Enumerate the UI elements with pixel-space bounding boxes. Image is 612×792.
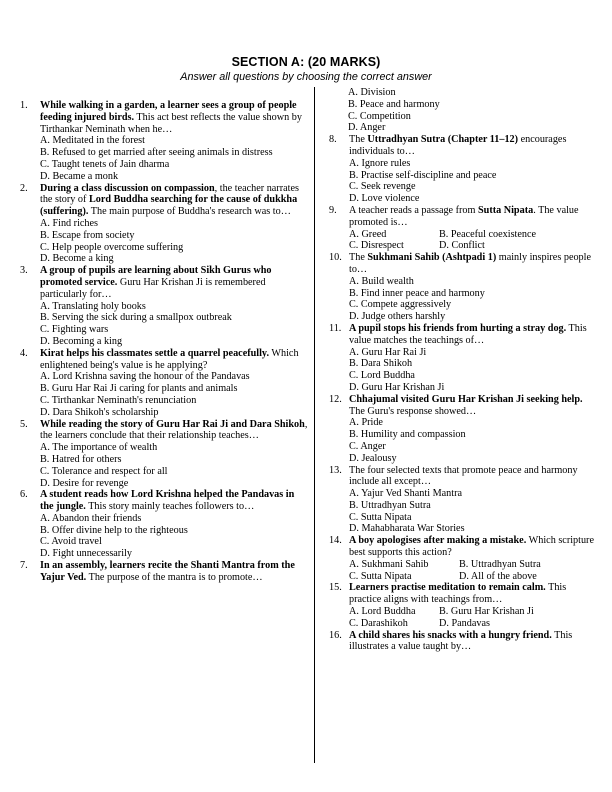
option-b[interactable]: B. Offer divine help to the righteous bbox=[40, 524, 188, 536]
option-d[interactable]: D. Desire for revenge bbox=[40, 477, 129, 489]
options-row-2 bbox=[349, 618, 597, 630]
option-d[interactable]: D. Fight unnecessarily bbox=[40, 548, 132, 560]
section-instruction: Answer all questions by choosing the correct answer bbox=[180, 71, 432, 83]
column-divider bbox=[314, 87, 315, 763]
option-c[interactable]: C. Avoid travel bbox=[40, 536, 102, 548]
option-d[interactable]: D. Judge others harshly bbox=[349, 311, 446, 323]
question-number: 9. bbox=[329, 204, 337, 216]
question-stem: A pupil stops his friends from hurting a stray dog. This value matches the teachings of… bbox=[349, 322, 587, 346]
option-b[interactable]: B. Guru Har Krishan Ji bbox=[439, 606, 534, 618]
question-10 bbox=[329, 252, 597, 323]
option-a[interactable]: A. Build wealth bbox=[349, 275, 414, 287]
question-1 bbox=[20, 100, 308, 183]
question-15 bbox=[329, 582, 597, 629]
question-number: 2. bbox=[20, 182, 28, 194]
option-d[interactable]: D. Mahabharata War Stories bbox=[349, 523, 465, 535]
option-b[interactable]: B. Hatred for others bbox=[40, 453, 122, 465]
option-d[interactable]: D. Becoming a king bbox=[40, 335, 123, 347]
section-word: SECTION bbox=[231, 55, 288, 69]
option-a[interactable]: A. Find riches bbox=[40, 217, 99, 229]
question-stem: A group of pupils are learning about Sikh Gurus who promoted service. Guru Har Krishan Ji is remembered particularly for… bbox=[40, 265, 272, 300]
options-row-1 bbox=[349, 229, 597, 241]
option-c[interactable]: C. Fighting wars bbox=[40, 324, 109, 336]
question-12 bbox=[329, 394, 597, 465]
option-a[interactable]: A. Division bbox=[348, 87, 396, 98]
option-a[interactable]: A. Lord Krishna saving the honour of the Pandavas bbox=[40, 371, 250, 383]
question-14 bbox=[329, 535, 597, 582]
question-11 bbox=[329, 323, 597, 394]
question-stem: A student reads how Lord Krishna helped the Pandavas in the jungle. This story mainly teaches followers to… bbox=[40, 489, 295, 513]
option-c[interactable]: C. Disrespect bbox=[349, 240, 404, 252]
question-9 bbox=[329, 205, 597, 252]
question-number: 10. bbox=[329, 252, 342, 264]
option-c[interactable]: C. Sutta Nipata bbox=[349, 511, 412, 523]
options-row-1 bbox=[349, 606, 597, 618]
option-c[interactable]: C. Lord Buddha bbox=[349, 370, 415, 382]
question-stem: Learners practise meditation to remain calm. This practice aligns with teachings from… bbox=[349, 582, 567, 606]
option-d[interactable]: D. Jealousy bbox=[349, 452, 397, 464]
option-d[interactable]: D. Pandavas bbox=[439, 617, 490, 629]
option-b[interactable]: B. Find inner peace and harmony bbox=[349, 287, 485, 299]
option-b[interactable]: B. Refused to get married after seeing animals in distress bbox=[40, 147, 273, 159]
option-b[interactable]: B. Humility and compassion bbox=[349, 429, 466, 441]
question-number: 8. bbox=[329, 134, 337, 146]
question-stem: Chhajumal visited Guru Har Krishan Ji seeking help. The Guru's response showed… bbox=[349, 393, 583, 417]
option-c[interactable]: C. Tolerance and respect for all bbox=[40, 465, 168, 477]
option-c[interactable]: C. Tirthankar Neminath's renunciation bbox=[40, 394, 197, 406]
option-c[interactable]: C. Seek revenge bbox=[349, 181, 416, 193]
option-a[interactable]: A. Abandon their friends bbox=[40, 512, 142, 524]
option-d[interactable]: D. Anger bbox=[348, 122, 386, 134]
question-stem: The Sukhmani Sahib (Ashtpadi 1) mainly inspires people to… bbox=[349, 252, 592, 275]
option-d[interactable]: D. Became a monk bbox=[40, 170, 119, 182]
option-a[interactable]: A. Meditated in the forest bbox=[40, 135, 145, 147]
option-a[interactable]: A. The importance of wealth bbox=[40, 442, 158, 454]
question-number: 3. bbox=[20, 265, 28, 277]
options-row-2 bbox=[349, 240, 597, 252]
option-c[interactable]: C. Taught tenets of Jain dharma bbox=[40, 158, 170, 170]
question-2 bbox=[20, 183, 308, 266]
question-number: 1. bbox=[20, 100, 28, 111]
option-b[interactable]: B. Dara Shikoh bbox=[349, 358, 413, 370]
options-row-2 bbox=[349, 571, 597, 583]
question-7 bbox=[20, 560, 308, 584]
option-b[interactable]: B. Serving the sick during a smallpox outbreak bbox=[40, 312, 232, 324]
question-number: 4. bbox=[20, 347, 28, 359]
section-title bbox=[0, 55, 612, 69]
option-a[interactable]: A. Pride bbox=[349, 417, 383, 429]
option-a[interactable]: A. Greed bbox=[349, 228, 387, 240]
question-number: 11. bbox=[329, 322, 342, 334]
question-stem: A child shares his snacks with a hungry friend. This illustrates a value taught by… bbox=[349, 629, 573, 653]
question-stem: In an assembly, learners recite the Shanti Mantra from the Yajur Ved. The purpose of the mantra is to promote… bbox=[40, 560, 295, 583]
option-b[interactable]: B. Peace and harmony bbox=[348, 98, 440, 110]
option-b[interactable]: B. Uttradhyan Sutra bbox=[459, 558, 541, 570]
option-d[interactable]: D. Dara Shikoh's scholarship bbox=[40, 406, 159, 418]
option-d[interactable]: D. All of the above bbox=[459, 570, 537, 582]
question-number: 12. bbox=[329, 393, 342, 405]
option-c[interactable]: C. Anger bbox=[349, 440, 386, 452]
option-a[interactable]: A. Sukhmani Sahib bbox=[349, 558, 429, 570]
question-13 bbox=[329, 465, 597, 536]
question-6 bbox=[20, 489, 308, 560]
question-number: 7. bbox=[20, 560, 28, 572]
option-a[interactable]: A. Yajur Ved Shanti Mantra bbox=[349, 488, 462, 500]
option-b[interactable]: B. Practise self-discipline and peace bbox=[349, 169, 497, 181]
question-4 bbox=[20, 348, 308, 419]
option-d[interactable]: D. Conflict bbox=[439, 240, 485, 252]
question-16 bbox=[329, 630, 597, 654]
right-column bbox=[329, 87, 597, 653]
option-b[interactable]: B. Peaceful coexistence bbox=[439, 228, 537, 240]
option-a[interactable]: A. Translating holy books bbox=[40, 300, 146, 312]
question-number: 5. bbox=[20, 418, 28, 430]
question-stem: Kirat helps his classmates settle a quarrel peacefully. Which enlightened being's value is he applying? bbox=[40, 347, 299, 371]
question-number: 14. bbox=[329, 535, 342, 547]
section-marks: A: (20 MARKS) bbox=[287, 55, 381, 69]
options-row-1 bbox=[349, 559, 597, 571]
option-a[interactable]: A. Guru Har Rai Ji bbox=[349, 346, 427, 358]
question-8 bbox=[329, 134, 597, 205]
option-b[interactable]: B. Uttradhyan Sutra bbox=[349, 499, 431, 511]
question-number: 16. bbox=[329, 629, 342, 641]
question-number: 15. bbox=[329, 582, 342, 594]
question-3 bbox=[20, 265, 308, 348]
option-a[interactable]: A. Ignore rules bbox=[349, 157, 411, 169]
question-7-options bbox=[329, 87, 597, 134]
option-b[interactable]: B. Escape from society bbox=[40, 229, 135, 241]
question-stem: During a class discussion on compassion, the teacher narrates the story of Lord Buddha searching for the cause of dukkha (suffering). The main purpose of Buddha's research was to… bbox=[40, 182, 299, 218]
question-stem: A teacher reads a passage from Sutta Nipata. The value promoted is… bbox=[349, 204, 579, 228]
question-stem: The four selected texts that promote peace and harmony include all except… bbox=[349, 464, 578, 488]
left-column bbox=[20, 87, 308, 584]
option-d[interactable]: D. Guru Har Krishan Ji bbox=[349, 381, 445, 393]
question-5 bbox=[20, 419, 308, 490]
option-b[interactable]: B. Guru Har Rai Ji caring for plants and animals bbox=[40, 383, 238, 395]
question-stem: While reading the story of Guru Har Rai Ji and Dara Shikoh, the learners conclude that their relationship teaches… bbox=[40, 418, 308, 442]
option-a[interactable]: A. Lord Buddha bbox=[349, 606, 416, 618]
option-d[interactable]: D. Become a king bbox=[40, 253, 114, 265]
option-c[interactable]: C. Help people overcome suffering bbox=[40, 241, 184, 253]
option-c[interactable]: C. Sutta Nipata bbox=[349, 570, 412, 582]
option-c[interactable]: C. Compete aggressively bbox=[349, 299, 452, 311]
option-c[interactable]: C. Competition bbox=[348, 110, 411, 122]
question-number: 6. bbox=[20, 489, 28, 501]
question-stem: The Uttradhyan Sutra (Chapter 11–12) encourages individuals to… bbox=[349, 134, 567, 157]
option-c[interactable]: C. Darashikoh bbox=[349, 617, 408, 629]
question-stem: A boy apologises after making a mistake. Which scripture best supports this action? bbox=[349, 535, 594, 559]
question-number: 13. bbox=[329, 464, 342, 476]
option-d[interactable]: D. Love violence bbox=[349, 193, 420, 205]
question-stem: While walking in a garden, a learner sees a group of people feeding injured birds. This act best reflects the value shown by Tirthankar Neminath when he… bbox=[40, 100, 302, 135]
